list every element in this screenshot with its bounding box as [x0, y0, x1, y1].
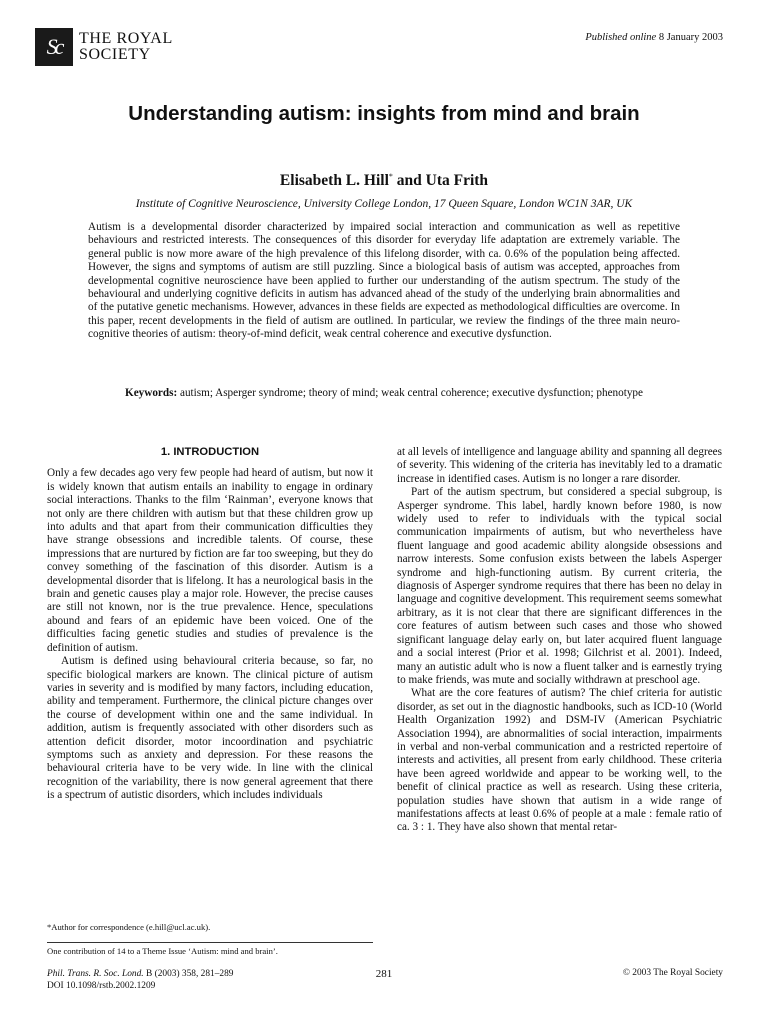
footnote-divider: [47, 942, 373, 943]
author-2: Uta Frith: [425, 172, 489, 190]
logo-line-2: SOCIETY: [79, 46, 151, 63]
author-line: [0, 172, 768, 190]
copyright: © 2003 The Royal Society: [622, 968, 723, 978]
author-join: and: [396, 172, 422, 190]
contribution-footnote: One contribution of 14 to a Theme Issue ‘Autism: mind and brain’.: [47, 946, 278, 956]
paragraph: Only a few decades ago very few people had heard of autism, but now it is widely known that autism entails an inability to engage in ordinary social interactions. Thanks to the film ‘Rainman’, everyone knows that not only are there children with autism but that these children grow up into adults and that apart from their communication difficulties they have strange obsessions and incredible talents. Of course, these impressions that are nurtured by fiction are far too sweeping, but they do convey something of the fascination of this disorder. Autism is a developmental disorder that is lifelong. It has a neurological basis in the brain and genetic causes play a major role. However, the precise causes are still not known, nor is the true prevalence. Hence, speculations abound and fears of an epidemic have been voiced. One of the difficulties facing genetic studies and studies of prevalence is the definition of autism.: [47, 467, 373, 654]
abstract: Autism is a developmental disorder characterized by impaired social interaction and communication as well as repetitive behaviours and restricted interests. The consequences of this disorder for everyday life adaptation are extremely variable. The general public is now more aware of the high prevalence of this lifelong disorder, with ca. 0.6% of the population being affected. However, the signs and symptoms of autism are still puzzling. Since a biological basis of autism was accepted, approaches from developmental cognitive neuroscience have been applied to further our understanding of the autism spectrum. The study of the behavioural and underlying cognitive deficits in autism has advanced ahead of the study of the underlying brain abnormalities and of the putative genetic mechanisms. However, advances in these fields are expected as methodological difficulties are overcome. In this paper, recent developments in the field of autism are outlined. In particular, we review the findings of the three main neuro-cognitive theories of autism: theory-of-mind deficit, weak central coherence and executive dysfunction.: [88, 221, 680, 341]
citation: B (2003) 358, 281–289: [145, 969, 234, 979]
author-1: Elisabeth L. Hill: [279, 172, 389, 190]
logo-line-1: THE ROYAL: [79, 30, 173, 47]
paragraph: What are the core features of autism? The chief criteria for autistic disorder, as set out in the diagnostic handbooks, such as ICD-10 (World Health Organization 1992) and DSM-IV (American Psychiatric Association 1994), are abnormalities of social interaction, impairments in verbal and non-verbal communication and a restricted repertoire of interests and activities, all present from early childhood. These criteria have been agreed worldwide and appear to be working well, to the benefit of clinical practice as well as research. Using these criteria, population studies have shown that autism in a wide range of manifestations affects at least 0.6% of people at a male : female ratio of ca. 3 : 1. They have also shown that mental retar-: [397, 687, 722, 834]
keywords: [88, 386, 680, 400]
published-date: [585, 32, 723, 43]
paragraph: at all levels of intelligence and language ability and spanning all degrees of severity. This widening of the criteria has inevitably led to a dramatic increase in identified cases. Autism is no longer a rare disorder.: [397, 446, 722, 485]
paragraph: Autism is defined using behavioural criteria because, so far, no specific biological markers are known. The clinical picture of autism varies in severity and is modified by many factors, including education, ability and temperament. Furthermore, the clinical picture changes over the course of development within one and the same individual. In addition, autism is frequently associated with other disorders such as attention deficit disorder, motor incoordination and psychiatric symptoms such as anxiety and depression. For these reasons the behavioural criteria have to be very wide. In line with the clinical recognition of the variability, there is now general agreement that there is a spectrum of autistic disorders, which includes individuals: [47, 655, 373, 802]
footnotes: [47, 922, 373, 957]
published-label: Published online: [585, 32, 657, 43]
page-number: 281: [375, 968, 393, 980]
right-column: [397, 446, 722, 835]
section-heading: 1. INTRODUCTION: [160, 446, 260, 458]
keywords-list: autism; Asperger syndrome; theory of mind; weak central coherence; executive dysfunction; phenotype: [180, 387, 643, 399]
logo-wordmark: [79, 31, 173, 63]
royal-society-logo: [35, 28, 173, 66]
royal-society-emblem-icon: Sc: [35, 28, 73, 66]
paragraph: Part of the autism spectrum, but considered a special subgroup, is Asperger syndrome. This label, hardly known before 1980, is now widely used to refer to individuals with the typical social communication impairments of autism, but who nevertheless have fluent language and good academic ability alongside obsessions and narrow interests. Some confusion exists between the labels Asperger syndrome and high-functioning autism. By current criteria, the diagnosis of Asperger syndrome requires that there has been no delay in language and cognitive development. This requirement seems somewhat arbitrary, as it is not clear that there are significant differences in the core features of autism between such cases and those who showed significant language delay early on, but later acquired fluent language and a social interest (Prior et al. 1998; Gilchrist et al. 2001). Indeed, many an autistic adult who is now a fluent talker and is earnestly trying to make friends, was mute and socially withdrawn at preschool age.: [397, 486, 722, 686]
article-title: Understanding autism: insights from mind and brain: [128, 102, 640, 125]
journal-name: Phil. Trans. R. Soc. Lond.: [47, 969, 144, 979]
correspondence-mark: *: [388, 172, 393, 181]
published-date-value: 8 January 2003: [658, 32, 723, 43]
doi: DOI 10.1098/rstb.2002.1209: [47, 981, 156, 991]
left-column: [47, 446, 373, 803]
affiliation: Institute of Cognitive Neuroscience, University College London, 17 Queen Square, London WC1N 3AR, UK: [135, 198, 633, 210]
correspondence-footnote: *Author for correspondence (e.hill@ucl.ac.uk).: [47, 922, 211, 932]
keywords-label: Keywords:: [125, 387, 178, 399]
